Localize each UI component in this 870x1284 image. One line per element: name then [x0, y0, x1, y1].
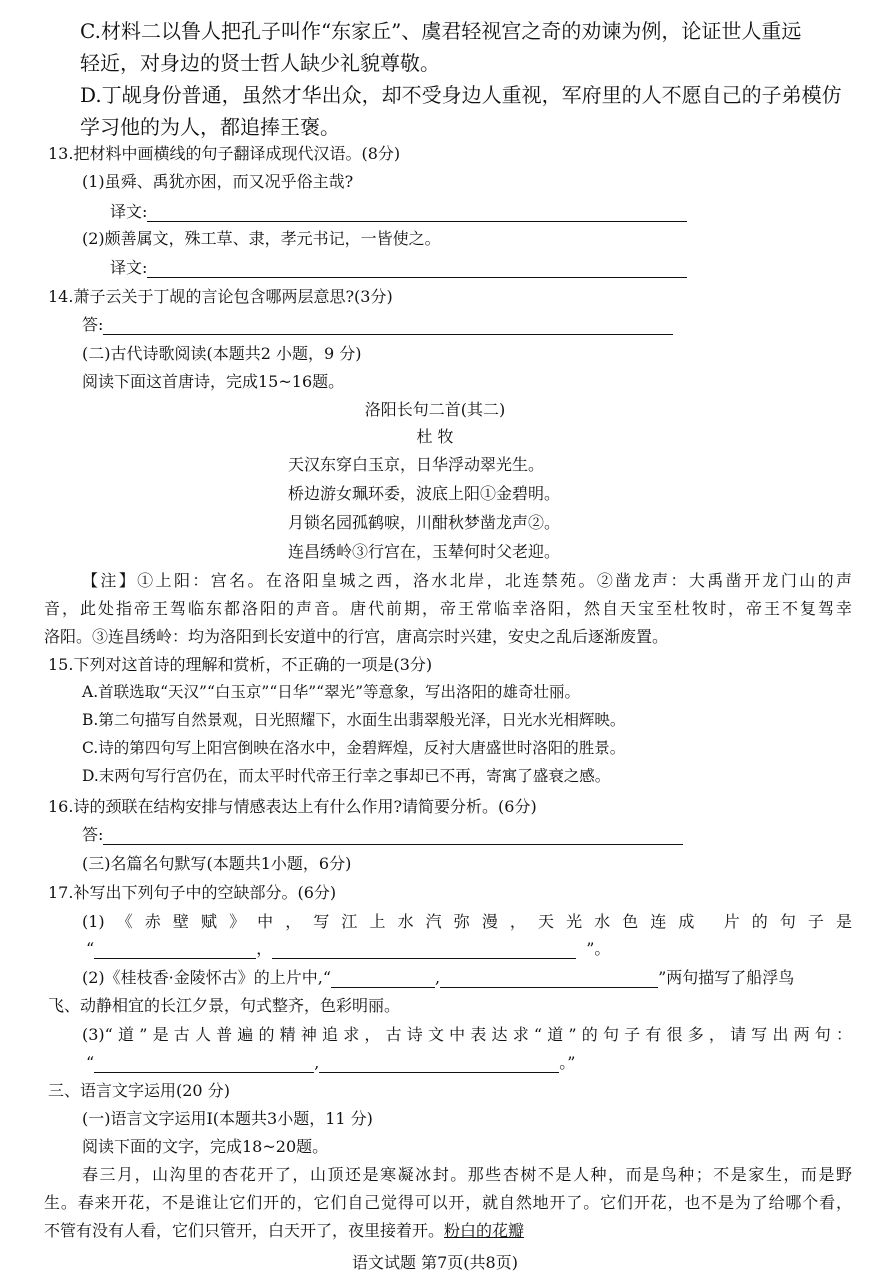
answer-blank[interactable]: [331, 969, 435, 988]
passage-line-3: [44, 1218, 524, 1241]
q13-sentence-2: (2)颇善属文，殊工草、隶，孝元书记，一皆使之。: [82, 229, 441, 248]
answer-blank[interactable]: [103, 316, 673, 335]
poem-note-line1: 【注】①上阳：宫名。在洛阳皇城之西，洛水北岸，北连禁苑。②凿龙声：大禹凿开龙门山的声: [82, 571, 852, 590]
poem-title: 洛阳长句二首(其二): [364, 400, 506, 419]
q16-title: 16.诗的颈联在结构安排与情感表达上有什么作用?请简要分析。(6分): [48, 797, 537, 816]
q15-option-c[interactable]: C.诗的第四句写上阳宫倒映在洛水中，金碧辉煌，反衬大唐盛世时洛阳的胜景。: [82, 739, 626, 757]
q16-answer: [82, 822, 683, 845]
q14-title: 14.萧子云关于丁觇的言论包含哪两层意思?(3分): [48, 287, 393, 306]
option-d-line2: 学习他的为人，都追捧王褒。: [80, 115, 340, 139]
option-c-line2: 轻近，对身边的贤士哲人缺少礼貌尊敬。: [80, 51, 440, 75]
q15-title: 15.下列对这首诗的理解和赏析，不正确的一项是(3分): [48, 655, 433, 674]
underlined-phrase: 粉白的花瓣: [444, 1221, 525, 1240]
poem-line-4: 连昌绣岭③行宫在，玉辇何时父老迎。: [288, 542, 561, 561]
answer-blank[interactable]: [94, 1054, 314, 1073]
q13-sentence-1: (1)虽舜、禹犹亦困，而又况乎俗主哉?: [82, 172, 354, 191]
passage-line-2: 生。春来开花，不是谁让它们开的，它们自己觉得可以开，就自然地开了。它们开花，也不是为了给哪个看，: [44, 1193, 852, 1212]
passage-text: 不管有没有人看，它们只管开，白天开了，夜里接着开。: [44, 1221, 445, 1240]
answer-blank[interactable]: [94, 940, 256, 959]
option-d-line1: D.丁觇身份普通，虽然才华出众，却不受身边人重视，军府里的人不愿自己的子弟模仿: [80, 83, 842, 107]
q15-option-d[interactable]: D.末两句写行宫仍在，而太平时代帝王行幸之事却已不再，寄寓了盛衰之感。: [82, 767, 611, 785]
poem-author: 杜 牧: [416, 427, 454, 446]
q13-translation-1: [110, 199, 687, 222]
q17-s2-line2: 飞、动静相宜的长江夕景，句式整齐，色彩明丽。: [48, 996, 401, 1015]
q13-title: 13.把材料中画横线的句子翻译成现代汉语。(8分): [48, 144, 401, 163]
poem-line-2: 桥边游女珮环委，波底上阳①金碧明。: [288, 484, 561, 503]
answer-blank[interactable]: [440, 969, 658, 988]
answer-blank[interactable]: [103, 826, 683, 845]
part3-heading: 三、语言文字运用(20 分): [48, 1081, 230, 1100]
poem-note-line2: 音，此处指帝王驾临东都洛阳的声音。唐代前期，帝王常临幸洛阳，然自天宝至杜牧时，帝王不复驾幸: [44, 599, 852, 618]
q15-option-b[interactable]: B.第二句描写自然景观，日光照耀下，水面生出翡翠般光泽，日光水光相辉映。: [82, 711, 626, 729]
q17-s3-blanks: [86, 1050, 575, 1073]
q17-s1-blanks: [86, 936, 610, 959]
yiwen-label: 译文:: [110, 258, 148, 277]
answer-blank[interactable]: [147, 259, 687, 278]
poetry-instruction: 阅读下面这首唐诗，完成15~16题。: [82, 372, 345, 391]
q17-s2-line1: [82, 965, 794, 988]
open-quote: “: [86, 939, 95, 958]
yiwen-label: 译文:: [110, 202, 148, 221]
q17-s3-line1: (3)“道”是古人普遍的精神追求，古诗文中表达求“道”的句子有很多，请写出两句：: [82, 1025, 852, 1044]
q17-s2-end: ”两句描写了船浮鸟: [658, 968, 795, 987]
poem-line-3: 月锁名园孤鹤唳，川酣秋梦凿龙声②。: [288, 513, 561, 532]
answer-blank[interactable]: [272, 940, 576, 959]
answer-label: 答:: [82, 315, 104, 334]
recitation-heading: (三)名篇名句默写(本题共1小题，6分): [82, 854, 352, 873]
comma: ，: [256, 939, 273, 958]
close-quote: 。”: [559, 1053, 576, 1072]
part3-instruction: 阅读下面的文字，完成18~20题。: [82, 1137, 329, 1156]
q17-s1-line1: (1)《赤壁赋》中，写江上水汽弥漫，天光水色连成 片的句子是: [82, 912, 852, 931]
option-c-line1: C.材料二以鲁人把孔子叫作“东家丘”、虞君轻视宫之奇的劝谏为例，论证世人重远: [80, 19, 802, 43]
close-quote: ”。: [586, 939, 611, 958]
answer-blank[interactable]: [147, 203, 687, 222]
passage-line-1: 春三月，山沟里的杏花开了，山顶还是寒凝冰封。那些杏树不是人种，而是鸟种；不是家生，而是野: [82, 1165, 852, 1184]
poem-line-1: 天汉东穿白玉京，日华浮动翠光生。: [288, 455, 545, 474]
q17-s2-start: (2)《桂枝香·金陵怀古》的上片中,“: [82, 968, 332, 987]
page-footer: 语文试题 第7页(共8页): [352, 1253, 518, 1272]
q13-translation-2: [110, 255, 687, 278]
comma: ,: [435, 968, 441, 987]
poem-note-line3: 洛阳。③连昌绣岭：均为洛阳到长安道中的行宫，唐高宗时兴建，安史之乱后逐渐废置。: [44, 627, 669, 646]
q17-title: 17.补写出下列句子中的空缺部分。(6分): [48, 883, 337, 902]
answer-blank[interactable]: [319, 1054, 559, 1073]
q15-option-a[interactable]: A.首联选取“天汉”“白玉京”“日华”“翠光”等意象，写出洛阳的雄奇壮丽。: [82, 683, 581, 701]
open-quote: “: [86, 1053, 95, 1072]
comma: ,: [314, 1053, 320, 1072]
answer-label: 答:: [82, 825, 104, 844]
poetry-heading: (二)古代诗歌阅读(本题共2 小题，9 分): [82, 344, 362, 363]
part3-sub-heading: (一)语言文字运用Ⅰ(本题共3小题，11 分): [82, 1109, 373, 1128]
q14-answer: [82, 312, 673, 335]
